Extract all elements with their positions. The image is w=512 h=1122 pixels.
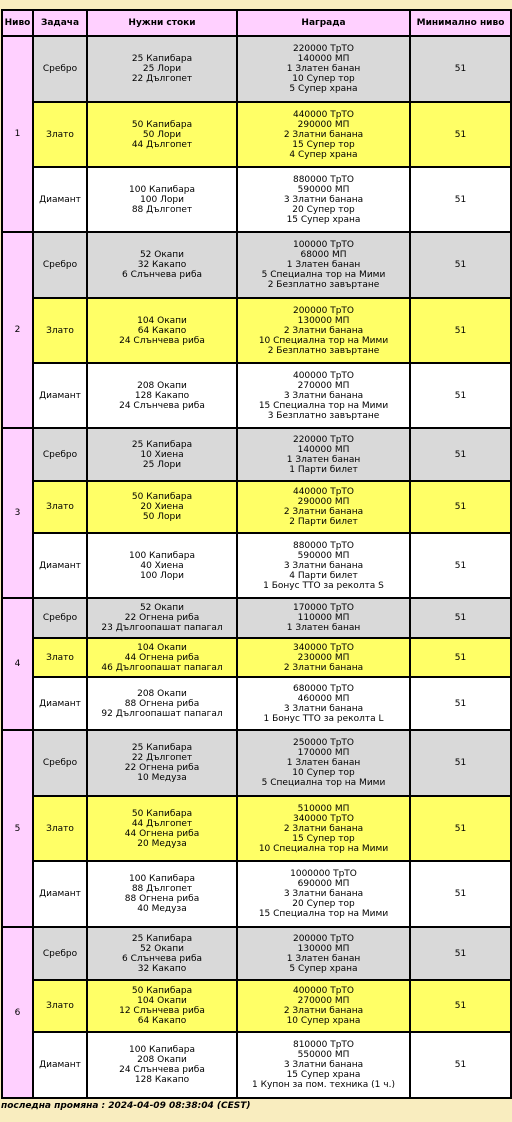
reward-cell: [237, 638, 410, 677]
reward-item: 3 Златни банана: [283, 889, 364, 899]
min-level-cell: 51: [410, 167, 511, 232]
min-level-cell: 51: [410, 298, 511, 363]
goods-item: 25 Капибара: [131, 933, 193, 944]
reward-item: 460000 МП: [297, 693, 350, 704]
reward-cell: [237, 927, 410, 980]
table-row: [2, 1032, 511, 1098]
table-row: [2, 927, 511, 980]
goods-item: 88 Дългопет: [131, 884, 193, 894]
goods-item: 52 Окапи: [139, 250, 185, 260]
reward-item: 1 Златен банан: [286, 64, 361, 74]
reward-item: 340000 ТрТО: [292, 642, 354, 653]
reward-item: 880000 ТрТО: [292, 174, 354, 185]
min-level-cell: 51: [410, 677, 511, 730]
goods-cell: [87, 861, 237, 927]
reward-item: 5 Специална тор на Мими: [261, 778, 386, 788]
min-level-cell: 51: [410, 861, 511, 927]
goods-item: 24 Слънчева риба: [119, 335, 205, 346]
reward-cell: [237, 533, 410, 598]
goods-cell: [87, 363, 237, 428]
reward-cell: [237, 598, 410, 638]
reward-item: 1 Златен банан: [286, 623, 361, 633]
goods-cell: [87, 1032, 237, 1098]
levels-table: [1, 9, 512, 1099]
header-min-level: Минимално ниво: [410, 10, 511, 36]
reward-item: 3 Безплатно завъртане: [267, 410, 380, 421]
goods-item: 22 Дългопет: [131, 74, 193, 84]
reward-item: 290000 МП: [297, 497, 350, 507]
goods-cell: [87, 167, 237, 232]
min-level-cell: 51: [410, 980, 511, 1032]
level-cell: 2: [2, 232, 33, 428]
goods-item: 100 Капибара: [129, 550, 195, 561]
reward-item: 110000 МП: [297, 613, 350, 623]
header-task: Задача: [33, 10, 87, 36]
goods-cell: [87, 36, 237, 102]
goods-item: 23 Дългоопашат папагал: [101, 623, 223, 633]
table-row: [2, 428, 511, 481]
goods-item: 100 Капибара: [129, 874, 195, 884]
min-level-cell: 51: [410, 36, 511, 102]
reward-item: 2 Безплатно завъртане: [267, 280, 380, 290]
goods-item: 208 Окапи: [137, 380, 187, 391]
header-goods: Нужни стоки: [87, 10, 237, 36]
goods-item: 52 Окапи: [139, 943, 185, 954]
reward-item: 10 Супер храна: [286, 1016, 361, 1026]
goods-cell: [87, 428, 237, 481]
goods-item: 44 Огнена риба: [124, 828, 200, 839]
reward-item: 1 Парти билет: [289, 464, 358, 475]
reward-cell: [237, 980, 410, 1032]
goods-item: 25 Лори: [142, 64, 182, 74]
reward-item: 20 Супер тор: [292, 899, 355, 909]
table-row: [2, 167, 511, 232]
reward-item: 10 Супер тор: [292, 74, 355, 84]
goods-item: 10 Медуза: [137, 773, 187, 783]
reward-item: 10 Супер тор: [292, 768, 355, 778]
goods-cell: [87, 533, 237, 598]
reward-item: 140000 МП: [297, 54, 350, 64]
reward-item: 5 Супер храна: [289, 963, 358, 974]
task-cell: Злато: [33, 102, 87, 167]
reward-item: 3 Златни банана: [283, 703, 364, 714]
goods-item: 52 Окапи: [139, 603, 185, 613]
goods-cell: [87, 232, 237, 298]
header-reward: Награда: [237, 10, 410, 36]
goods-item: 20 Хиена: [140, 502, 184, 512]
reward-item: 2 Златни банана: [283, 129, 364, 140]
reward-item: 690000 МП: [297, 879, 350, 889]
goods-item: 64 Какапо: [137, 325, 187, 336]
goods-cell: [87, 298, 237, 363]
reward-cell: [237, 730, 410, 796]
task-cell: Диамант: [33, 861, 87, 927]
reward-item: 1 Бонус ТТО за реколта S: [263, 580, 384, 591]
table-row: [2, 598, 511, 638]
reward-item: 15 Супер тор: [292, 833, 355, 844]
reward-cell: [237, 796, 410, 861]
goods-item: 25 Лори: [142, 459, 182, 470]
min-level-cell: 51: [410, 232, 511, 298]
goods-item: 25 Капибара: [131, 439, 193, 450]
last-modified: последна промяна : 2024-04-09 08:38:04 (CEST): [1, 1101, 251, 1111]
reward-item: 15 Специална тор на Мими: [258, 400, 389, 411]
task-cell: Злато: [33, 298, 87, 363]
reward-item: 200000 ТрТО: [292, 305, 354, 316]
reward-item: 170000 МП: [297, 748, 350, 758]
table-row: [2, 638, 511, 677]
goods-cell: [87, 730, 237, 796]
reward-item: 440000 ТрТО: [292, 487, 354, 497]
reward-item: 1 Златен банан: [286, 758, 361, 768]
task-cell: Диамант: [33, 363, 87, 428]
goods-item: 25 Капибара: [131, 743, 193, 753]
reward-item: 3 Златни банана: [283, 1060, 364, 1070]
min-level-cell: 51: [410, 598, 511, 638]
reward-item: 100000 ТрТО: [292, 240, 354, 250]
reward-item: 290000 МП: [297, 119, 350, 130]
reward-cell: [237, 861, 410, 927]
reward-cell: [237, 481, 410, 533]
table-row: [2, 730, 511, 796]
header-row: [2, 10, 511, 36]
reward-item: 680000 ТрТО: [292, 683, 354, 694]
reward-item: 880000 ТрТО: [292, 540, 354, 551]
goods-item: 40 Медуза: [137, 904, 187, 914]
task-cell: Диамант: [33, 533, 87, 598]
reward-item: 68000 МП: [300, 250, 347, 260]
table-row: [2, 481, 511, 533]
reward-item: 2 Златни банана: [283, 662, 364, 673]
min-level-cell: 51: [410, 363, 511, 428]
goods-item: 104 Окапи: [137, 996, 187, 1006]
reward-item: 810000 ТрТО: [292, 1040, 354, 1050]
task-cell: Злато: [33, 980, 87, 1032]
level-cell: 4: [2, 598, 33, 730]
reward-item: 15 Специална тор на Мими: [258, 909, 389, 919]
min-level-cell: 51: [410, 638, 511, 677]
task-cell: Злато: [33, 638, 87, 677]
reward-item: 2 Златни банана: [283, 325, 364, 336]
level-cell: 5: [2, 730, 33, 927]
goods-item: 64 Какапо: [137, 1016, 187, 1026]
task-cell: Сребро: [33, 232, 87, 298]
reward-item: 440000 ТрТО: [292, 109, 354, 120]
table-row: [2, 980, 511, 1032]
reward-cell: [237, 232, 410, 298]
goods-item: 6 Слънчева риба: [121, 953, 203, 964]
goods-item: 104 Окапи: [137, 642, 187, 653]
goods-item: 128 Какапо: [134, 390, 190, 401]
reward-item: 400000 ТрТО: [292, 370, 354, 381]
goods-item: 22 Огнена риба: [124, 763, 200, 773]
reward-item: 170000 ТрТО: [292, 603, 354, 613]
reward-item: 270000 МП: [297, 380, 350, 391]
task-cell: Сребро: [33, 428, 87, 481]
min-level-cell: 51: [410, 481, 511, 533]
reward-item: 1000000 ТрТО: [290, 869, 357, 879]
reward-item: 230000 МП: [297, 652, 350, 663]
goods-item: 32 Какапо: [137, 963, 187, 974]
goods-item: 50 Капибара: [131, 986, 193, 996]
reward-cell: [237, 428, 410, 481]
task-cell: Сребро: [33, 730, 87, 796]
goods-item: 40 Хиена: [140, 560, 184, 571]
level-cell: 6: [2, 927, 33, 1098]
table-row: [2, 861, 511, 927]
goods-item: 128 Какапо: [134, 1075, 190, 1085]
reward-cell: [237, 36, 410, 102]
table-row: [2, 232, 511, 298]
table-row: [2, 102, 511, 167]
table-row: [2, 677, 511, 730]
task-cell: Сребро: [33, 36, 87, 102]
reward-item: 2 Безплатно завъртане: [267, 345, 380, 356]
level-cell: 3: [2, 428, 33, 598]
reward-item: 2 Парти билет: [289, 517, 358, 527]
level-cell: 1: [2, 36, 33, 232]
table-row: [2, 363, 511, 428]
goods-item: 92 Дългоопашат папагал: [101, 708, 223, 719]
reward-item: 1 Златен банан: [286, 953, 361, 964]
goods-item: 10 Хиена: [140, 449, 184, 460]
reward-cell: [237, 363, 410, 428]
reward-item: 550000 МП: [297, 1050, 350, 1060]
reward-item: 5 Специална тор на Мими: [261, 270, 386, 280]
goods-item: 46 Дългоопашат папагал: [101, 662, 223, 673]
goods-item: 22 Дългопет: [131, 753, 193, 763]
goods-item: 32 Какапо: [137, 260, 187, 270]
goods-item: 25 Капибара: [131, 54, 193, 64]
reward-item: 130000 МП: [297, 943, 350, 954]
reward-item: 20 Супер тор: [292, 204, 355, 215]
goods-item: 50 Капибара: [131, 808, 193, 819]
reward-cell: [237, 102, 410, 167]
table-row: [2, 298, 511, 363]
reward-item: 4 Супер храна: [289, 149, 358, 160]
min-level-cell: 51: [410, 796, 511, 861]
reward-item: 140000 МП: [297, 444, 350, 455]
reward-item: 200000 ТрТО: [292, 933, 354, 944]
goods-item: 88 Огнена риба: [124, 894, 200, 904]
goods-cell: [87, 796, 237, 861]
goods-item: 100 Капибара: [129, 184, 195, 195]
reward-item: 10 Специална тор на Мими: [258, 335, 389, 346]
goods-item: 12 Слънчева риба: [119, 1006, 205, 1016]
table-row: [2, 533, 511, 598]
reward-item: 1 Златен банан: [286, 454, 361, 465]
reward-item: 15 Супер храна: [286, 214, 361, 225]
reward-cell: [237, 167, 410, 232]
goods-item: 88 Дългопет: [131, 204, 193, 215]
goods-item: 44 Дългопет: [131, 139, 193, 150]
reward-item: 270000 МП: [297, 996, 350, 1006]
reward-item: 340000 ТрТО: [292, 813, 354, 824]
goods-item: 50 Капибара: [131, 492, 193, 502]
goods-item: 50 Лори: [142, 129, 182, 140]
task-cell: Сребро: [33, 598, 87, 638]
reward-item: 3 Златни банана: [283, 194, 364, 205]
table-body: [2, 36, 511, 1098]
task-cell: Злато: [33, 796, 87, 861]
reward-item: 3 Златни банана: [283, 390, 364, 401]
goods-item: 24 Слънчева риба: [119, 1065, 205, 1075]
goods-cell: [87, 927, 237, 980]
reward-item: 2 Златни банана: [283, 507, 364, 517]
reward-item: 2 Златни банана: [283, 823, 364, 834]
min-level-cell: 51: [410, 533, 511, 598]
reward-item: 4 Парти билет: [289, 570, 358, 581]
goods-cell: [87, 677, 237, 730]
task-cell: Злато: [33, 481, 87, 533]
goods-cell: [87, 481, 237, 533]
reward-item: 220000 ТрТО: [292, 434, 354, 445]
table-row: [2, 796, 511, 861]
goods-item: 104 Окапи: [137, 315, 187, 326]
goods-item: 100 Лори: [140, 570, 184, 581]
min-level-cell: 51: [410, 730, 511, 796]
task-cell: Диамант: [33, 167, 87, 232]
min-level-cell: 51: [410, 927, 511, 980]
min-level-cell: 51: [410, 1032, 511, 1098]
reward-item: 590000 МП: [297, 550, 350, 561]
reward-item: 590000 МП: [297, 184, 350, 195]
goods-cell: [87, 980, 237, 1032]
table-row: [2, 36, 511, 102]
goods-item: 20 Медуза: [137, 838, 187, 849]
reward-cell: [237, 298, 410, 363]
goods-item: 208 Окапи: [137, 1055, 187, 1065]
goods-item: 100 Лори: [140, 194, 184, 205]
reward-item: 15 Супер тор: [292, 139, 355, 150]
goods-item: 22 Огнена риба: [124, 613, 200, 623]
reward-item: 3 Златни банана: [283, 560, 364, 571]
reward-item: 15 Супер храна: [286, 1070, 361, 1080]
reward-item: 220000 ТрТО: [292, 44, 354, 54]
reward-item: 1 Златен банан: [286, 260, 361, 270]
min-level-cell: 51: [410, 428, 511, 481]
reward-cell: [237, 677, 410, 730]
goods-cell: [87, 638, 237, 677]
goods-item: 88 Огнена риба: [124, 698, 200, 709]
min-level-cell: 51: [410, 102, 511, 167]
reward-item: 1 Бонус ТТО за реколта L: [263, 713, 384, 724]
reward-item: 2 Златни банана: [283, 1006, 364, 1016]
goods-item: 44 Огнена риба: [124, 652, 200, 663]
goods-item: 100 Капибара: [129, 1045, 195, 1055]
reward-item: 400000 ТрТО: [292, 986, 354, 996]
goods-cell: [87, 102, 237, 167]
task-cell: Диамант: [33, 1032, 87, 1098]
goods-item: 50 Капибара: [131, 119, 193, 130]
goods-item: 44 Дългопет: [131, 818, 193, 829]
goods-item: 50 Лори: [142, 512, 182, 522]
reward-item: 130000 МП: [297, 315, 350, 326]
reward-item: 510000 МП: [297, 803, 350, 814]
reward-item: 250000 ТрТО: [292, 738, 354, 748]
goods-item: 208 Окапи: [137, 688, 187, 699]
reward-item: 10 Специална тор на Мими: [258, 843, 389, 854]
header-level: Ниво: [2, 10, 33, 36]
reward-cell: [237, 1032, 410, 1098]
goods-item: 24 Слънчева риба: [119, 400, 205, 411]
task-cell: Сребро: [33, 927, 87, 980]
reward-item: 5 Супер храна: [289, 84, 358, 94]
task-cell: Диамант: [33, 677, 87, 730]
goods-item: 6 Слънчева риба: [121, 270, 203, 280]
reward-item: 1 Купон за пом. техника (1 ч.): [252, 1080, 395, 1090]
goods-cell: [87, 598, 237, 638]
